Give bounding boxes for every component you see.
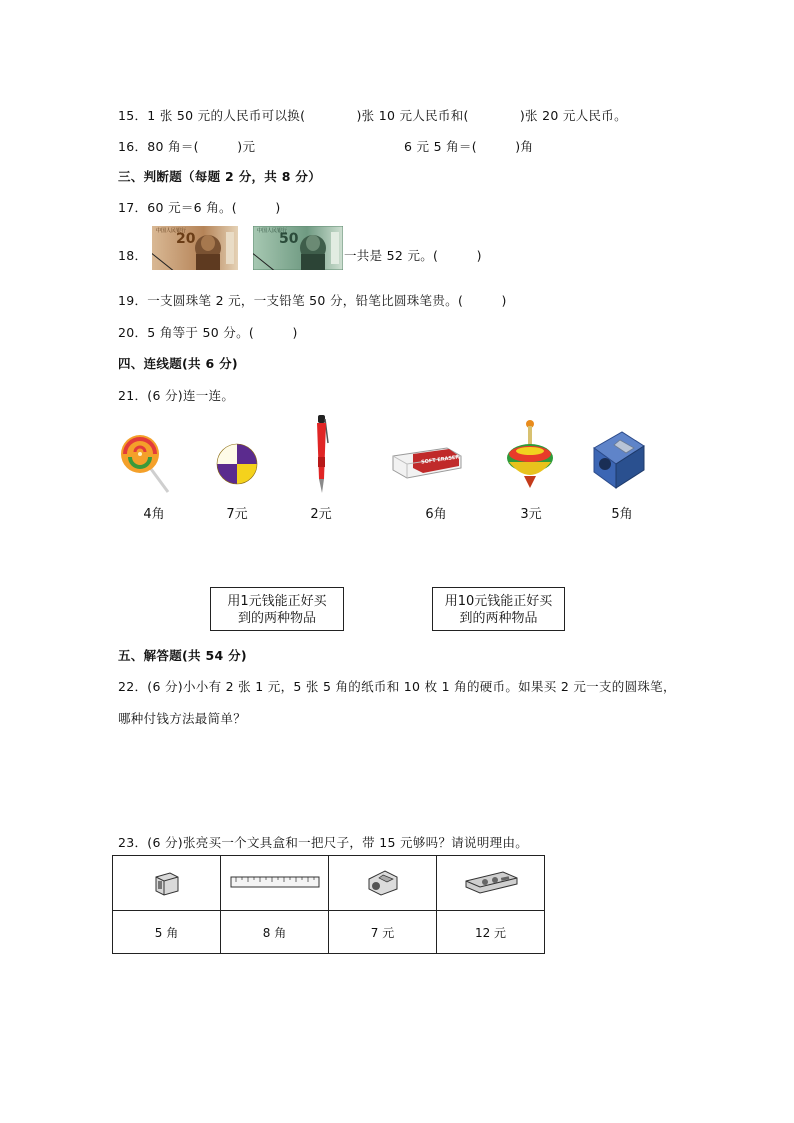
ruler-icon xyxy=(230,874,320,890)
question-19: 19．一支圆珠笔 2 元，一支铅笔 50 分，铅笔比圆珠笔贵。( ) xyxy=(118,293,507,308)
table-price-pencil-box: 12 元 xyxy=(437,911,545,954)
banknote-20-value: 20 xyxy=(176,231,196,247)
box-1-yuan-line2: 到的两种物品 xyxy=(237,611,316,626)
table-cell-sharpener xyxy=(329,856,437,911)
pencil-sharpener-icon xyxy=(365,867,401,897)
table-price-ruler: 8 角 xyxy=(221,911,329,954)
box-10-yuan xyxy=(432,587,565,631)
table-cell-ruler xyxy=(221,856,329,911)
question-17: 17．60 元＝6 角。( ) xyxy=(118,200,281,215)
question-22-line1: 22．(6 分)小小有 2 张 1 元，5 张 5 角的纸币和 10 枚 1 角的硬币。如果买 2 元一支的圆珠笔， xyxy=(118,679,676,694)
spinning-top-icon xyxy=(504,418,556,490)
ball-icon xyxy=(214,441,260,487)
table-cell-sharpener-small xyxy=(113,856,221,911)
banknote-20-header: 中国人民银行 xyxy=(156,228,187,234)
section-4-title: 四、连线题(共 6 分) xyxy=(118,356,238,371)
section-3-title: 三、判断题（每题 2 分，共 8 分） xyxy=(118,169,322,184)
banknote-50-image xyxy=(253,226,343,270)
banknote-20-image xyxy=(152,226,238,270)
ball-price: 7元 xyxy=(226,507,248,522)
question-15: 15．1 张 50 元的人民币可以换( )张 10 元人民币和( )张 20 元人民币。 xyxy=(118,108,627,123)
box-10-yuan-line2: 到的两种物品 xyxy=(459,611,538,626)
stationery-price-table xyxy=(112,855,545,954)
pencil-box-icon xyxy=(463,869,519,895)
eraser-label: SOFT ERASER xyxy=(420,454,460,466)
question-18-text: 一共是 52 元。( ) xyxy=(344,248,482,263)
pen-icon xyxy=(306,413,336,495)
box-1-yuan-line1: 用1元钱能正好买 xyxy=(227,594,327,609)
banknote-50-value: 50 xyxy=(279,231,299,247)
lollipop-icon xyxy=(118,432,174,494)
table-price-small-sharpener: 5 角 xyxy=(113,911,221,954)
box-1-yuan xyxy=(210,587,344,631)
sharpener-price: 5角 xyxy=(611,507,633,522)
banknote-50-header: 中国人民银行 xyxy=(257,228,288,234)
question-21: 21．(6 分)连一连。 xyxy=(118,388,235,403)
table-cell-pencil-box xyxy=(437,856,545,911)
small-sharpener-icon xyxy=(152,867,182,897)
eraser-price: 6角 xyxy=(425,507,447,522)
sharpener-icon xyxy=(586,426,648,492)
spinning-top-price: 3元 xyxy=(520,507,542,522)
pen-price: 2元 xyxy=(310,507,332,522)
lollipop-price: 4角 xyxy=(143,507,165,522)
question-16a: 16．80 角＝( )元 xyxy=(118,139,256,154)
question-20: 20．5 角等于 50 分。( ) xyxy=(118,325,298,340)
question-22-line2: 哪种付钱方法最简单？ xyxy=(118,711,247,726)
question-18-number: 18． xyxy=(118,248,148,263)
section-5-title: 五、解答题(共 54 分) xyxy=(118,648,247,663)
box-10-yuan-line1: 用10元钱能正好买 xyxy=(444,594,553,609)
eraser-icon xyxy=(389,442,463,482)
question-16b: 6 元 5 角＝( )角 xyxy=(404,139,534,154)
question-23: 23．(6 分)张亮买一个文具盒和一把尺子，带 15 元够吗？请说明理由。 xyxy=(118,835,529,850)
table-price-sharpener: 7 元 xyxy=(329,911,437,954)
